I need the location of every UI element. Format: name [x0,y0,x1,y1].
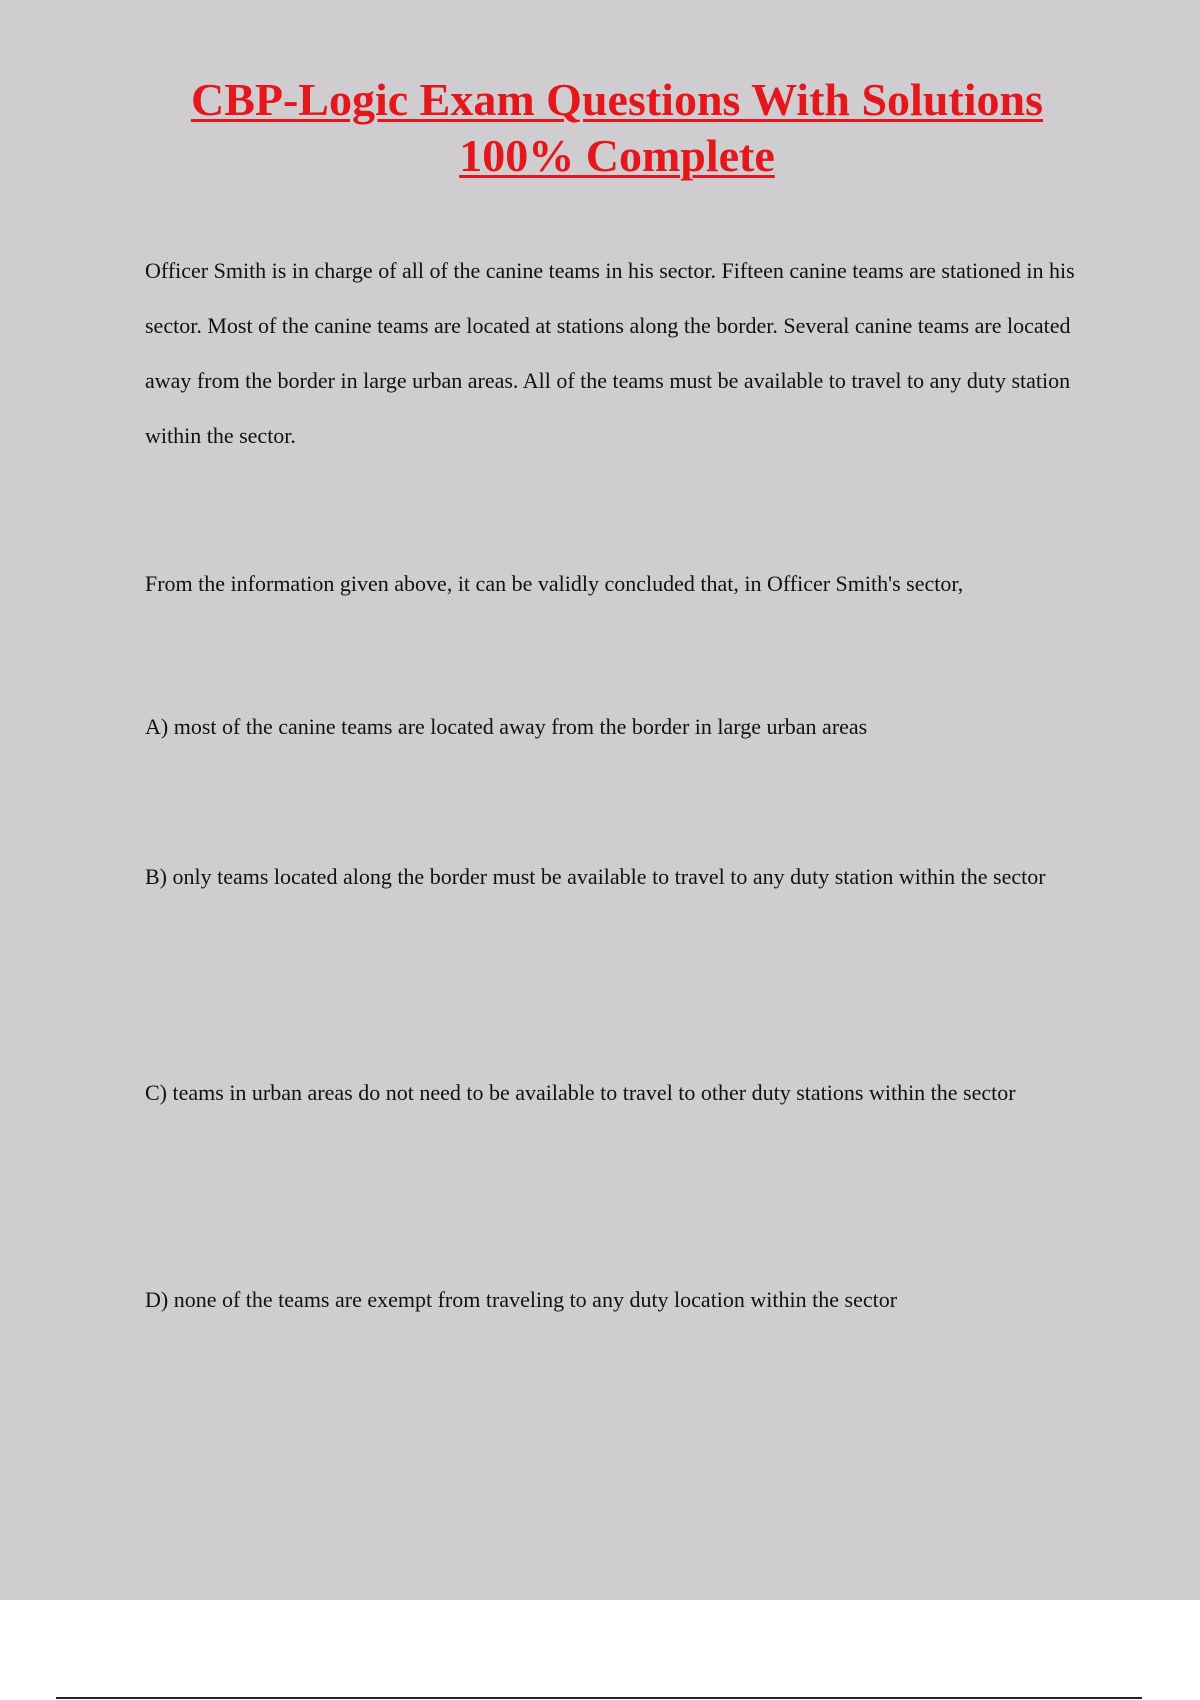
question-stem: From the information given above, it can be validly concluded that, in Officer Smith's sector, [145,571,964,596]
title-line-2: 100% Complete [459,130,775,181]
title-line-1: CBP-Logic Exam Questions With Solutions [190,74,1043,125]
option-a: A) most of the canine teams are located away from the border in large urban areas [145,714,868,739]
footer-divider [56,1697,1142,1699]
intro-paragraph: Officer Smith is in charge of all of the canine teams in his sector. Fifteen canine teams are stationed in his sector. Most of the canine teams are located at stations along the border. Several canine teams are located away from the border in large urban areas. All of the teams must be available to travel to any duty station within the sector. [145,258,1075,448]
option-c: C) teams in urban areas do not need to be available to travel to other duty stations within the sector [145,1080,1016,1105]
document-title [100,72,1134,184]
option-d: D) none of the teams are exempt from traveling to any duty location within the sector [145,1287,898,1312]
option-b: B) only teams located along the border must be available to travel to any duty station within the sector [145,864,1046,889]
